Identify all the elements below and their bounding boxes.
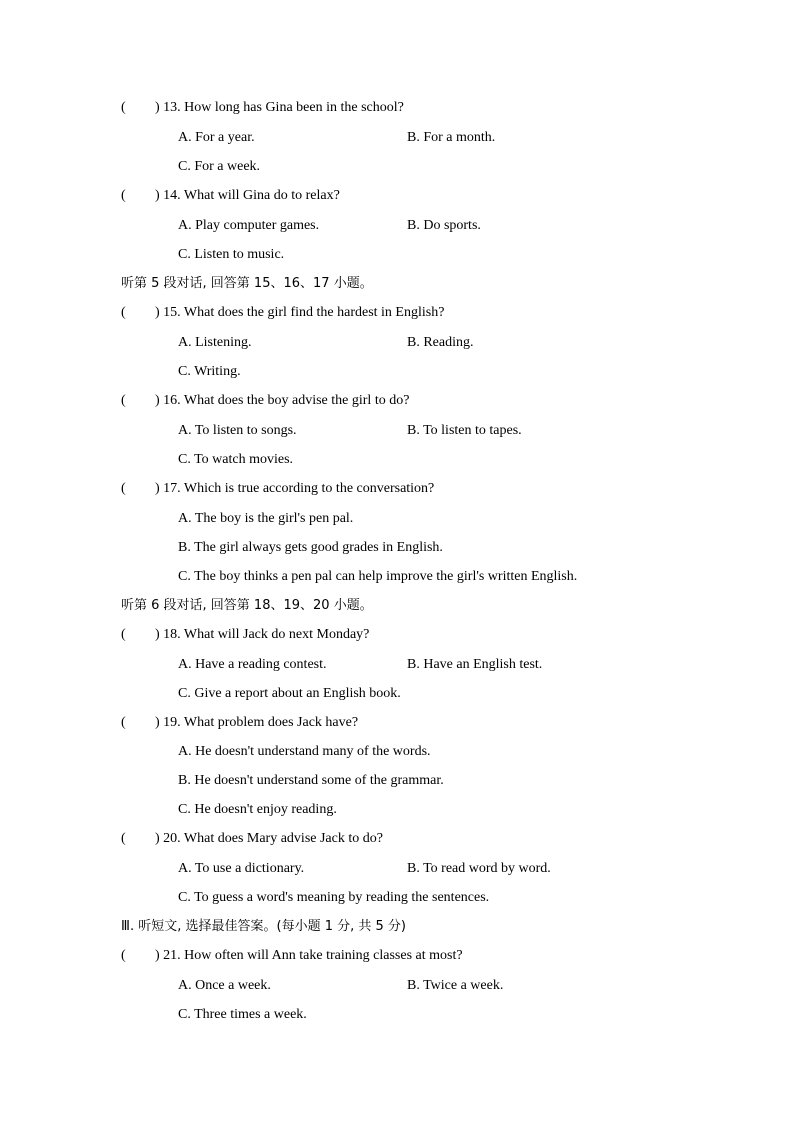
option-b: B. The girl always gets good grades in English. (178, 540, 443, 555)
option-c: C. Give a report about an English book. (178, 686, 401, 701)
answer-blank[interactable]: ( (121, 831, 126, 846)
question-16: ( ) 16. What does the boy advise the girl to do? (121, 393, 410, 408)
question-17: ( ) 17. Which is true according to the conversation? (121, 481, 435, 496)
option-c: C. Listen to music. (178, 247, 285, 262)
answer-blank[interactable]: ( (121, 188, 126, 203)
option-a: A. For a year. (178, 130, 255, 145)
question-stem: 17. Which is true according to the conversation? (163, 481, 435, 496)
answer-blank[interactable]: ( (121, 627, 126, 642)
part-3-header: Ⅲ. 听短文, 选择最佳答案。(每小题 1 分, 共 5 分) (121, 919, 406, 934)
question-19: ( ) 19. What problem does Jack have? (121, 715, 359, 730)
option-a: A. Listening. (178, 335, 252, 350)
answer-blank[interactable]: ( (121, 948, 126, 963)
option-c: C. To guess a word's meaning by reading the sentences. (178, 890, 490, 905)
option-a: A. Have a reading contest. (178, 657, 327, 672)
option-c: C. He doesn't enjoy reading. (178, 802, 337, 817)
option-a: A. Once a week. (178, 978, 271, 993)
question-stem: 18. What will Jack do next Monday? (163, 627, 370, 642)
question-13: ( ) 13. How long has Gina been in the school? (121, 100, 404, 115)
option-b: B. Twice a week. (407, 978, 504, 993)
option-a: A. To listen to songs. (178, 423, 297, 438)
question-stem: 13. How long has Gina been in the school? (163, 100, 404, 115)
question-14: ( ) 14. What will Gina do to relax? (121, 188, 340, 203)
option-c: C. Three times a week. (178, 1007, 307, 1022)
question-stem: 20. What does Mary advise Jack to do? (163, 831, 383, 846)
answer-blank[interactable]: ( (121, 715, 126, 730)
answer-blank[interactable]: ( (121, 305, 126, 320)
question-stem: 15. What does the girl find the hardest in English? (163, 305, 445, 320)
option-c: C. Writing. (178, 364, 241, 379)
question-20: ( ) 20. What does Mary advise Jack to do? (121, 831, 383, 846)
option-b: B. Reading. (407, 335, 474, 350)
option-a: A. Play computer games. (178, 218, 320, 233)
option-b: B. He doesn't understand some of the grammar. (178, 773, 444, 788)
option-c: C. To watch movies. (178, 452, 294, 467)
option-c: C. The boy thinks a pen pal can help improve the girl's written English. (178, 569, 578, 584)
question-21: ( ) 21. How often will Ann take training classes at most? (121, 948, 463, 963)
question-stem: 16. What does the boy advise the girl to do? (163, 393, 410, 408)
option-a: A. To use a dictionary. (178, 861, 305, 876)
answer-blank[interactable]: ( (121, 100, 126, 115)
section-header-6: 听第 6 段对话, 回答第 18、19、20 小题。 (121, 598, 373, 613)
option-b: B. Have an English test. (407, 657, 543, 672)
option-b: B. Do sports. (407, 218, 481, 233)
question-stem: 21. How often will Ann take training classes at most? (163, 948, 463, 963)
answer-blank[interactable]: ( (121, 393, 126, 408)
option-a: A. The boy is the girl's pen pal. (178, 511, 354, 526)
option-b: B. To listen to tapes. (407, 423, 522, 438)
question-stem: 14. What will Gina do to relax? (163, 188, 340, 203)
question-stem: 19. What problem does Jack have? (163, 715, 359, 730)
answer-blank[interactable]: ( (121, 481, 126, 496)
question-18: ( ) 18. What will Jack do next Monday? (121, 627, 370, 642)
option-a: A. He doesn't understand many of the words. (178, 744, 431, 759)
section-header-5: 听第 5 段对话, 回答第 15、16、17 小题。 (121, 276, 373, 291)
option-c: C. For a week. (178, 159, 261, 174)
question-15: ( ) 15. What does the girl find the hardest in English? (121, 305, 445, 320)
option-b: B. For a month. (407, 130, 496, 145)
option-b: B. To read word by word. (407, 861, 551, 876)
